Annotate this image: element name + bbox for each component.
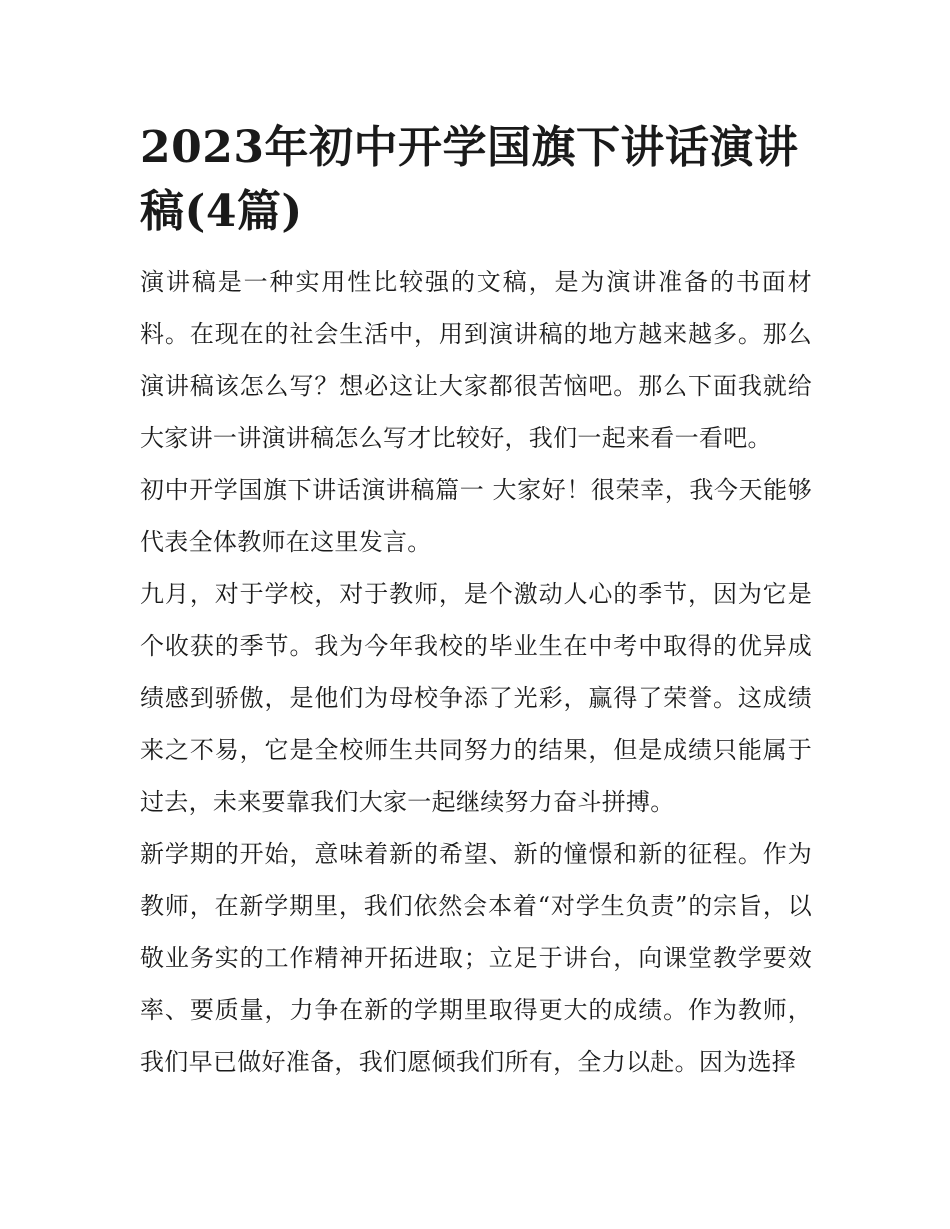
paragraph-new-semester: 新学期的开始，意味着新的希望、新的憧憬和新的征程。作为教师，在新学期里，我们依然会本着“对学生负责”的宗旨，以敬业务实的工作精神开拓进取；立足于讲台，向课堂教学要效率、要质量，力争在新的学期里取得更大的成绩。作为教师，我们早已做好准备，我们愿倾我们所有，全力以赴。因为选择	[140, 840, 812, 1076]
paragraph-september: 九月，对于学校，对于教师，是个激动人心的季节，因为它是个收获的季节。我为今年我校的毕业生在中考中取得的优异成绩感到骄傲，是他们为母校争添了光彩，赢得了荣誉。这成绩来之不易，它是全校师生共同努力的结果，但是成绩只能属于过去，未来要靠我们大家一起继续努力奋斗拼搏。	[140, 580, 812, 816]
paragraph-greeting: 初中开学国旗下讲话演讲稿篇一 大家好！很荣幸，我今天能够代表全体教师在这里发言。	[140, 476, 812, 556]
document-body	[140, 116, 812, 1088]
document-title: 2023年初中开学国旗下讲话演讲稿(4篇)	[140, 122, 799, 237]
paragraph-intro: 演讲稿是一种实用性比较强的文稿，是为演讲准备的书面材料。在现在的社会生活中，用到演讲稿的地方越来越多。那么演讲稿该怎么写？想必这让大家都很苦恼吧。那么下面我就给大家讲一讲演讲稿怎么写才比较好，我们一起来看一看吧。	[140, 268, 812, 452]
